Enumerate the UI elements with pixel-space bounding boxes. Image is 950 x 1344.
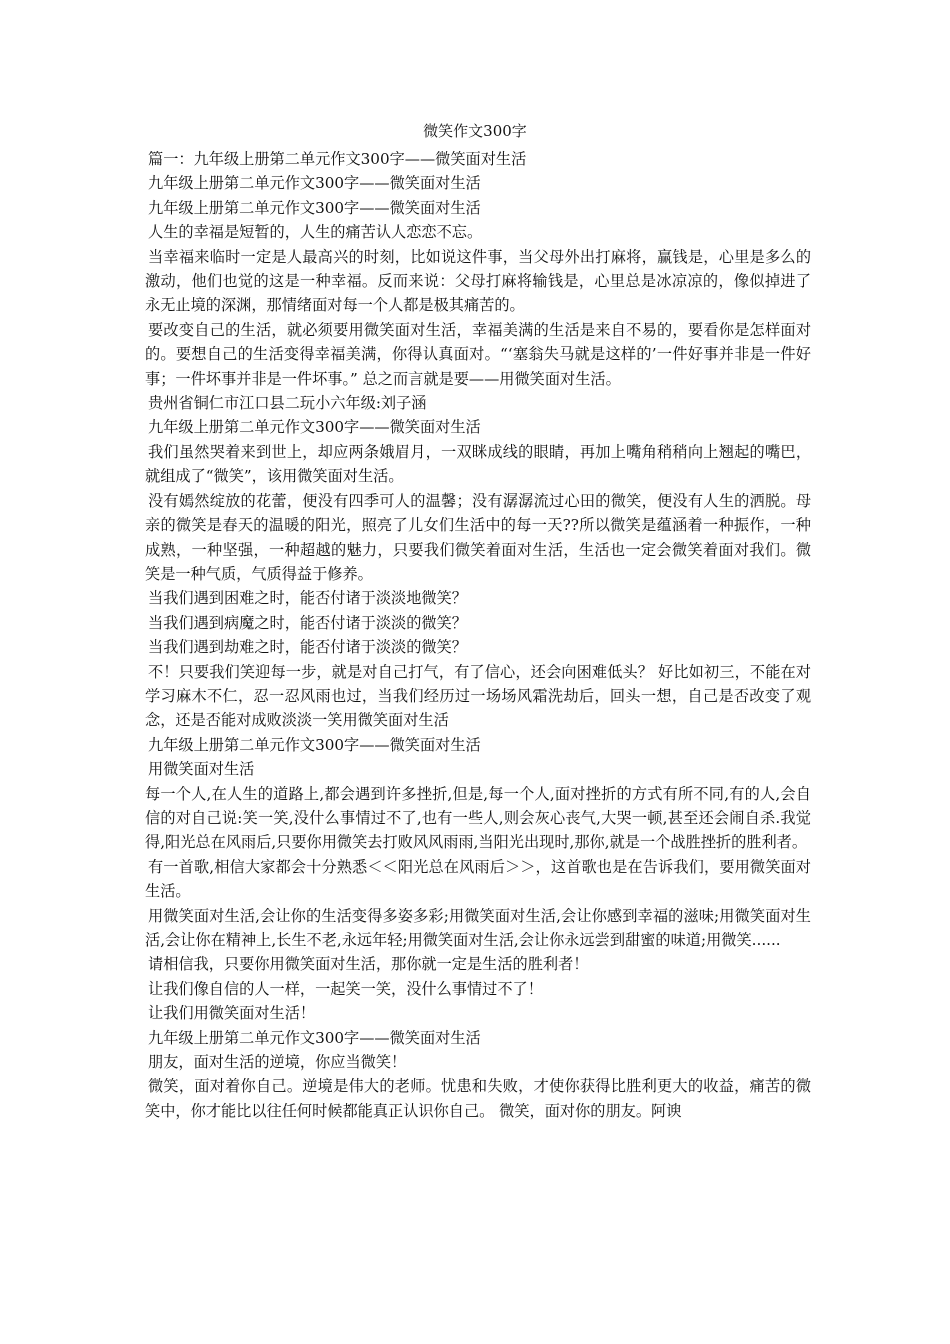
body-paragraph: 当幸福来临时一定是人最高兴的时刻，比如说这件事，当父母外出打麻将，赢钱是，心里是多么的激动，他们也觉的这是一种幸福。反而来说：父母打麻将输钱是，心里总是冰凉凉的，像似掉进了永无止境的深渊，那情绪面对每一个人都是极其痛苦的。 <box>145 247 811 315</box>
body-paragraph: 请相信我，只要你用微笑面对生活，那你就一定是生活的胜利者！ <box>148 955 589 974</box>
body-paragraph: 九年级上册第二单元作文300字——微笑面对生活 <box>148 418 481 437</box>
body-paragraph: 要改变自己的生活，就必须要用微笑面对生活，幸福美满的生活是来自不易的，要看你是怎样面对的。要想自己的生活变得幸福美满，你得认真面对。“‘塞翁失马就是这样的’一件好事并非是一件好事；一件坏事并非是一件坏事。” 总之而言就是要——用微笑面对生活。 <box>145 320 811 388</box>
document-body <box>145 147 811 1123</box>
body-paragraph: 九年级上册第二单元作文300字——微笑面对生活 <box>148 174 481 193</box>
body-paragraph: 让我们像自信的人一样，一起笑一笑，没什么事情过不了！ <box>148 979 543 998</box>
body-paragraph: 贵州省铜仁市江口县二玩小六年级:刘子涵 <box>148 394 427 413</box>
body-paragraph: 没有嫣然绽放的花蕾，便没有四季可人的温馨；没有潺潺流过心田的微笑，便没有人生的洒脱。母亲的微笑是春天的温暖的阳光，照亮了儿女们生活中的每一天??所以微笑是蕴涵着一种振作，一种成熟，一种坚强，一种超越的魅力，只要我们微笑着面对生活，生活也一定会微笑着面对我们。微笑是一种气质，气质得益于修养。 <box>145 491 811 583</box>
document-title: 微笑作文300字 <box>423 122 527 140</box>
body-paragraph: 用微笑面对生活,会让你的生活变得多姿多彩;用微笑面对生活,会让你感到幸福的滋味;用微笑面对生活,会让你在精神上,长生不老,永远年轻;用微笑面对生活,会让你永远尝到甜蜜的味道;用微笑...... <box>145 906 811 949</box>
body-paragraph: 每一个人,在人生的道路上,都会遇到许多挫折,但是,每一个人,面对挫折的方式有所不同,有的人,会自信的对自己说:笑一笑,没什么事情过不了,也有一些人,则会灰心丧气,大哭一顿,甚至还会闹自杀.我觉得,阳光总在风雨后,只要你用微笑去打败风风雨雨,当阳光出现时,那你,就是一个战胜挫折的胜利者。 <box>145 784 811 852</box>
body-paragraph: 人生的幸福是短暂的，人生的痛苦认人恋恋不忘。 <box>148 223 483 242</box>
body-paragraph: 微笑，面对着你自己。逆境是伟大的老师。忧患和失败，才使你获得比胜利更大的收益，痛苦的微笑中，你才能比以往任何时候都能真正认识你自己。 微笑，面对你的朋友。阿谀 <box>145 1077 811 1120</box>
body-paragraph: 朋友，面对生活的逆境，你应当微笑！ <box>148 1053 407 1072</box>
body-paragraph: 不！只要我们笑迎每一步，就是对自己打气，有了信心，还会向困难低头？ 好比如初三，不能在对学习麻木不仁，忍一忍风雨也过，当我们经历过一场场风霜洗劫后，回头一想，自己是否改变了观念，还是否能对成败淡淡一笑用微笑面对生活 <box>145 662 811 730</box>
body-paragraph: 当我们遇到劫难之时，能否付诸于淡淡的微笑？ <box>148 638 467 657</box>
body-paragraph: 九年级上册第二单元作文300字——微笑面对生活 <box>148 198 481 217</box>
body-paragraph: 九年级上册第二单元作文300字——微笑面对生活 <box>148 1028 481 1047</box>
body-paragraph: 当我们遇到困难之时，能否付诸于淡淡地微笑？ <box>148 589 467 608</box>
body-paragraph: 九年级上册第二单元作文300字——微笑面对生活 <box>148 735 481 754</box>
body-paragraph: 篇一：九年级上册第二单元作文300字——微笑面对生活 <box>148 150 527 168</box>
body-paragraph: 让我们用微笑面对生活！ <box>148 1004 316 1023</box>
body-paragraph: 当我们遇到病魔之时，能否付诸于淡淡的微笑？ <box>148 613 467 632</box>
body-paragraph: 有一首歌,相信大家都会十分熟悉＜＜阳光总在风雨后＞＞，这首歌也是在告诉我们，要用微笑面对生活。 <box>145 857 811 901</box>
body-paragraph: 用微笑面对生活 <box>148 760 255 779</box>
body-paragraph: 我们虽然哭着来到世上，却应两条娥眉月，一双眯成线的眼睛，再加上嘴角稍稍向上翘起的嘴巴，就组成了“微笑”，该用微笑面对生活。 <box>145 442 811 486</box>
